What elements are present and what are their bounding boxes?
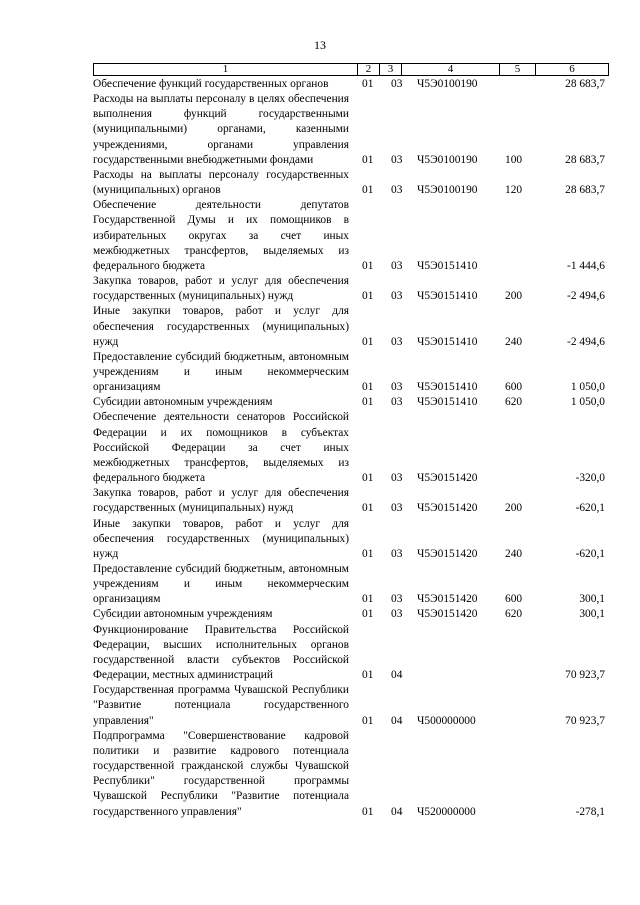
row-expense-type-code: 620 bbox=[505, 396, 523, 409]
row-amount: 1 050,0 bbox=[570, 396, 605, 409]
row-subsection-code: 03 bbox=[391, 184, 403, 197]
row-section-code: 01 bbox=[362, 547, 374, 560]
row-description: Государственная программа Чувашской Республики "Развитие потенциала государственного управления" bbox=[93, 684, 349, 727]
row-expense-type-code: 620 bbox=[505, 608, 523, 621]
table-row bbox=[93, 304, 609, 349]
row-description: Иные закупки товаров, работ и услуг для обеспечения государственных (муниципальных) нужд bbox=[93, 305, 349, 348]
table-row bbox=[93, 607, 609, 622]
row-section-code: 01 bbox=[362, 608, 374, 621]
table-row bbox=[93, 410, 609, 486]
header-col-4: 4 bbox=[402, 64, 500, 75]
row-target-article-code: Ч500000000 bbox=[417, 714, 476, 727]
row-amount: -620,1 bbox=[575, 547, 605, 560]
row-description: Иные закупки товаров, работ и услуг для обеспечения государственных (муниципальных) нужд bbox=[93, 517, 349, 560]
row-subsection-code: 03 bbox=[391, 335, 403, 348]
row-amount: 70 923,7 bbox=[565, 669, 605, 682]
row-target-article-code: Ч5Э0151410 bbox=[417, 396, 478, 409]
row-description: Предоставление субсидий бюджетным, автономным учреждениям и иным некоммерческим организациям bbox=[93, 563, 349, 606]
row-subsection-code: 03 bbox=[391, 472, 403, 485]
row-description: Предоставление субсидий бюджетным, автономным учреждениям и иным некоммерческим организациям bbox=[93, 350, 349, 394]
row-subsection-code: 03 bbox=[391, 259, 403, 272]
header-col-6: 6 bbox=[569, 63, 575, 75]
header-col-5: 5 bbox=[500, 64, 536, 75]
row-target-article-code: Ч5Э0151420 bbox=[417, 502, 478, 515]
row-subsection-code: 03 bbox=[391, 547, 403, 560]
row-subsection-code: 03 bbox=[391, 396, 403, 409]
row-section-code: 01 bbox=[362, 472, 374, 485]
table-row bbox=[93, 517, 609, 562]
row-target-article-code: Ч5Э0100190 bbox=[417, 78, 478, 90]
row-section-code: 01 bbox=[362, 259, 374, 272]
row-expense-type-code: 200 bbox=[505, 290, 523, 303]
header-col-2: 2 bbox=[358, 64, 380, 75]
row-section-code: 01 bbox=[362, 153, 374, 166]
row-subsection-code: 04 bbox=[391, 714, 403, 727]
row-expense-type-code: 240 bbox=[505, 335, 523, 348]
table-row bbox=[93, 274, 609, 304]
row-target-article-code: Ч5Э0100190 bbox=[417, 153, 478, 166]
row-description: Обеспечение деятельности сенаторов Российской Федерации и их помощников в субъектах Российской Федерации за счет иных межбюджетных трансфертов, выделяемых из федерального бюджета bbox=[93, 411, 349, 485]
row-amount: 28 683,7 bbox=[565, 184, 605, 197]
table-row bbox=[93, 729, 609, 820]
row-subsection-code: 03 bbox=[391, 381, 403, 394]
row-description: Субсидии автономным учреждениям bbox=[93, 396, 273, 409]
row-amount: -2 494,6 bbox=[567, 290, 605, 303]
row-amount: -2 494,6 bbox=[567, 335, 605, 348]
row-description: Обеспечение деятельности депутатов Государственной Думы и их помощников в избирательных округах за счет иных межбюджетных трансфертов, выделяемых из федерального бюджета bbox=[93, 199, 349, 272]
table-row bbox=[93, 198, 609, 274]
table-row bbox=[93, 623, 609, 684]
row-amount: -1 444,6 bbox=[567, 259, 605, 272]
table-row bbox=[93, 77, 609, 92]
row-target-article-code: Ч5Э0151420 bbox=[417, 547, 478, 560]
header-col-3: 3 bbox=[380, 64, 402, 75]
row-expense-type-code: 200 bbox=[505, 502, 523, 515]
row-amount: -278,1 bbox=[575, 805, 605, 818]
row-subsection-code: 04 bbox=[391, 669, 403, 682]
table-row bbox=[93, 92, 609, 168]
row-section-code: 01 bbox=[362, 335, 374, 348]
row-subsection-code: 03 bbox=[391, 78, 403, 90]
table-row bbox=[93, 683, 609, 728]
row-target-article-code: Ч5Э0151410 bbox=[417, 259, 478, 272]
row-amount: 1 050,0 bbox=[570, 381, 605, 394]
row-amount: 28 683,7 bbox=[565, 153, 605, 166]
row-amount: 28 683,7 bbox=[565, 78, 605, 90]
row-target-article-code: Ч5Э0151420 bbox=[417, 608, 478, 621]
header-col-1: 1 bbox=[94, 64, 358, 75]
row-target-article-code: Ч5Э0100190 bbox=[417, 184, 478, 197]
row-description: Субсидии автономным учреждениям bbox=[93, 608, 273, 621]
row-section-code: 01 bbox=[362, 502, 374, 515]
table-row bbox=[93, 562, 609, 607]
row-expense-type-code: 600 bbox=[505, 381, 523, 394]
row-amount: 300,1 bbox=[579, 593, 605, 606]
table-row bbox=[93, 486, 609, 516]
row-section-code: 01 bbox=[362, 714, 374, 727]
row-subsection-code: 03 bbox=[391, 593, 403, 606]
row-section-code: 01 bbox=[362, 805, 374, 818]
row-expense-type-code: 100 bbox=[505, 153, 523, 166]
row-section-code: 01 bbox=[362, 396, 374, 409]
row-description: Подпрограмма "Совершенствование кадровой политики и развитие кадрового потенциала государственной гражданской службы Чувашской Республики" государственной программы Чувашской Республики "Развитие потенциала государственного управления" bbox=[93, 729, 349, 818]
row-subsection-code: 03 bbox=[391, 290, 403, 303]
row-subsection-code: 03 bbox=[391, 502, 403, 515]
row-amount: 70 923,7 bbox=[565, 714, 605, 727]
row-amount: 300,1 bbox=[579, 608, 605, 621]
row-amount: -620,1 bbox=[575, 502, 605, 515]
row-subsection-code: 03 bbox=[391, 153, 403, 166]
row-target-article-code: Ч520000000 bbox=[417, 805, 476, 818]
page-number: 13 bbox=[314, 38, 326, 52]
row-section-code: 01 bbox=[362, 381, 374, 394]
row-description: Расходы на выплаты персоналу в целях обеспечения выполнения функций государственными (муниципальными) органами, казенными учреждениями, органами управления государственными внебюджетными фондами bbox=[93, 93, 349, 166]
row-target-article-code: Ч5Э0151420 bbox=[417, 593, 478, 606]
row-description: Расходы на выплаты персоналу государственных (муниципальных) органов bbox=[93, 168, 349, 197]
table-header bbox=[93, 63, 609, 76]
row-target-article-code: Ч5Э0151410 bbox=[417, 335, 478, 348]
table-row bbox=[93, 350, 609, 395]
row-expense-type-code: 120 bbox=[505, 184, 523, 197]
row-section-code: 01 bbox=[362, 290, 374, 303]
row-subsection-code: 03 bbox=[391, 608, 403, 621]
row-section-code: 01 bbox=[362, 669, 374, 682]
table-row bbox=[93, 395, 609, 410]
row-expense-type-code: 240 bbox=[505, 547, 523, 560]
row-amount: -320,0 bbox=[575, 472, 605, 485]
row-target-article-code: Ч5Э0151410 bbox=[417, 290, 478, 303]
row-description: Обеспечение функций государственных органов bbox=[93, 78, 329, 90]
row-section-code: 01 bbox=[362, 593, 374, 606]
row-target-article-code: Ч5Э0151410 bbox=[417, 381, 478, 394]
table-body bbox=[93, 77, 609, 820]
row-description: Функционирование Правительства Российской Федерации, высших исполнительных органов государственной власти субъектов Российской Федерации, местных администраций bbox=[93, 623, 349, 682]
row-description: Закупка товаров, работ и услуг для обеспечения государственных (муниципальных) нужд bbox=[93, 487, 349, 515]
row-section-code: 01 bbox=[362, 78, 374, 90]
row-expense-type-code: 600 bbox=[505, 593, 523, 606]
row-subsection-code: 04 bbox=[391, 805, 403, 818]
row-description: Закупка товаров, работ и услуг для обеспечения государственных (муниципальных) нужд bbox=[93, 275, 349, 303]
row-target-article-code: Ч5Э0151420 bbox=[417, 472, 478, 485]
table-row bbox=[93, 168, 609, 198]
row-section-code: 01 bbox=[362, 184, 374, 197]
